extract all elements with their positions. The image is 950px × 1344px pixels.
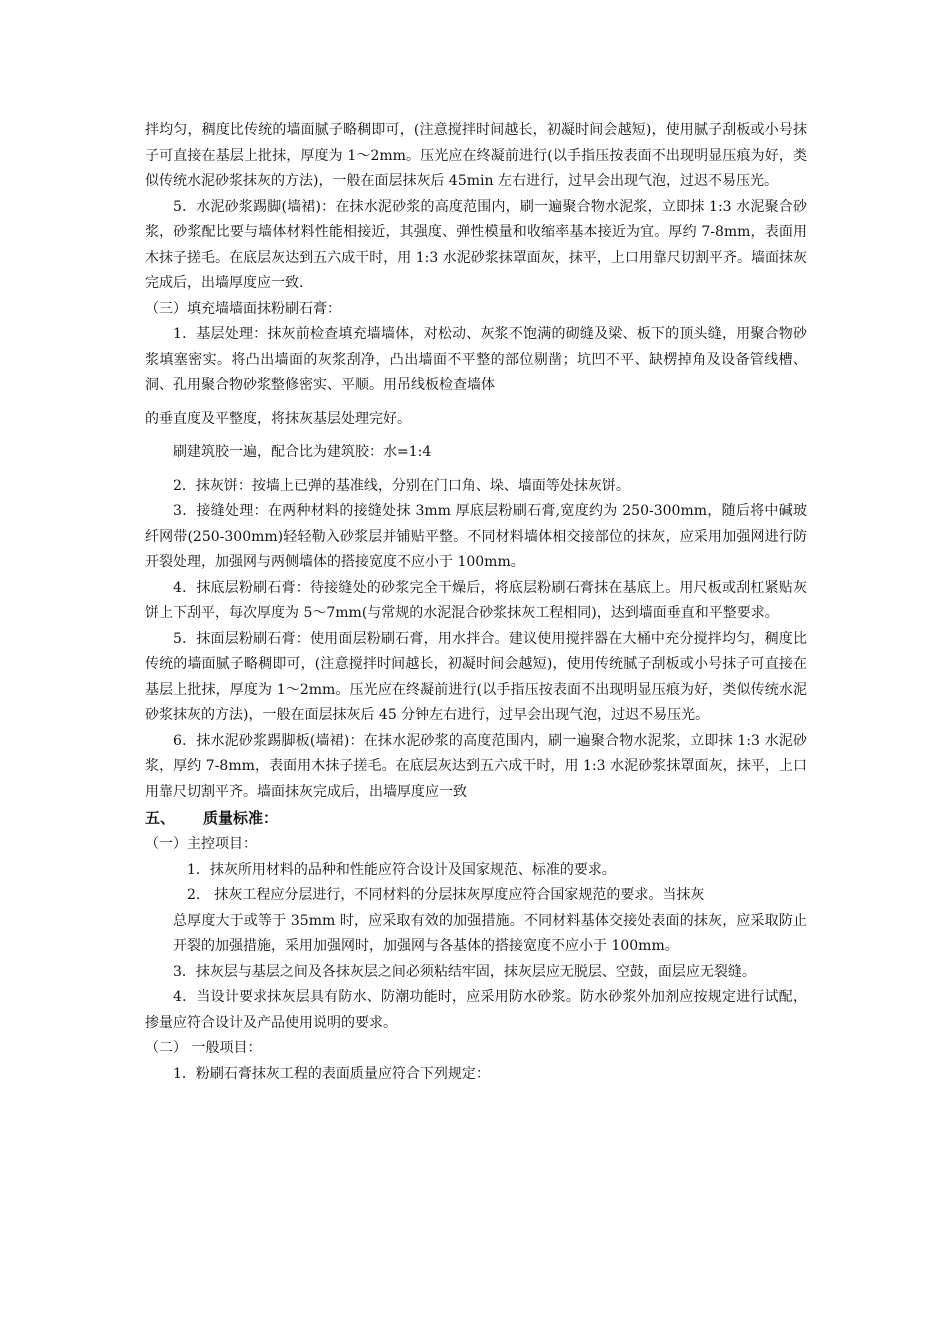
main-control-item-1: 1．抹灰所用材料的品种和性能应符合设计及国家规范、标准的要求。: [187, 861, 616, 878]
main-control-title: （一）主控项目：: [145, 836, 257, 852]
section-3-title: （三）填充墙墙面抹粉刷石膏：: [145, 300, 341, 317]
section-3-item-1: 1．基层处理：抹灰前检查填充墙墙体，对松动、灰浆不饱满的砌缝及梁、板下的顶头缝，用聚合物砂浆填塞密实。将凸出墙面的灰浆刮净，凸出墙面不平整的部位剔凿；坑凹不平、缺楞掉角及设备管线槽、洞、孔用聚合物砂浆整修密实、平顺。用吊线板检查墙体: [145, 326, 807, 393]
main-control-item-2-rest: 总厚度大于或等于 35mm 时，应采取有效的加强措施。不同材料基体交接处表面的抹灰，应采取防止开裂的加强措施，采用加强网时，加强网与各基体的搭接宽度不应小于 100mm。: [173, 912, 807, 954]
section-3-item-4: 4．抹底层粉刷石膏：待接缝处的砂浆完全干燥后，将底层粉刷石膏抹在基底上。用尺板或刮杠紧贴灰饼上下刮平，每次厚度为 5～7mm(与常规的水泥混合砂浆抹灰工程相同)，达到墙面垂直和平整要求。: [145, 579, 807, 621]
document-page: [145, 118, 807, 1087]
main-control-item-3: 3．抹灰层与基层之间及各抹灰层之间必须粘结牢固，抹灰层应无脱层、空鼓，面层应无裂缝。: [173, 963, 756, 980]
general-item-1: 1．粉刷石膏抹灰工程的表面质量应符合下列规定：: [173, 1065, 490, 1082]
main-control-item-2-lead: 2． 抹灰工程应分层进行，不同材料的分层抹灰厚度应符合国家规范的要求。当抹灰: [187, 887, 705, 903]
main-control-item-4: 4．当设计要求抹灰层具有防水、防潮功能时，应采用防水砂浆。防水砂浆外加剂应按规定进行试配，掺量应符合设计及产品使用说明的要求。: [145, 989, 807, 1031]
heading-number: 五、: [145, 809, 176, 827]
general-items-title: （二） 一般项目：: [145, 1040, 262, 1056]
heading-quality-standard: [145, 805, 807, 832]
paragraph-item-5: 5．水泥砂浆踢脚(墙裙)：在抹水泥砂浆的高度范围内，刷一遍聚合物水泥浆，立即抹 1:3 水泥聚合砂浆，砂浆配比要与墙体材料性能相接近，其强度、弹性模量和收缩率基本接近为宜。厚约 7-8mm，表面用木抹子搓毛。在底层灰达到五六成干时，用 1:3 水泥砂浆抹罩面灰，抹平，上口用靠尺切割平齐。墙面抹灰完成后，出墙厚度应一致.: [145, 198, 807, 291]
paragraph-continued: 拌均匀，稠度比传统的墙面腻子略稠即可，(注意搅拌时间越长，初凝时间会越短)，使用腻子刮板或小号抹子可直接在基层上批抹，厚度为 1～2mm。压光应在终凝前进行(以手指压按表面不出现明显压痕为好，类似传统水泥砂浆抹灰的方法)，一般在面层抹灰后 45min 左右进行，过早会出现气泡，过迟不易压光。: [145, 122, 807, 189]
section-3-item-6: 6．抹水泥砂浆踢脚板(墙裙)：在抹水泥砂浆的高度范围内，刷一遍聚合物水泥浆，立即抹 1:3 水泥砂浆，厚约 7-8mm，表面用木抹子搓毛。在底层灰达到五六成干时，用 1:3 水泥砂浆抹罩面灰，抹平，上口用靠尺切割平齐。墙面抹灰完成后，出墙厚度应一致: [145, 732, 807, 800]
heading-title: 质量标准：: [203, 809, 279, 827]
section-3-item-1-glue: 刷建筑胶一遍，配合比为建筑胶：水=1:4: [173, 444, 432, 460]
section-3-item-3: 3．接缝处理：在两种材料的接缝处抹 3mm 厚底层粉刷石膏,宽度约为 250-300mm，随后将中碱玻纤网带(250-300mm)轻轻勒入砂浆层并铺贴平整。不同材料墙体相交接部位的抹灰，应采用加强网进行防开裂处理，加强网与两侧墙体的搭接宽度不应小于 100mm。: [145, 503, 807, 570]
section-3-item-5: 5．抹面层粉刷石膏：使用面层粉刷石膏，用水拌合。建议使用搅拌器在大桶中充分搅拌均匀，稠度比传统的墙面腻子略稠即可，(注意搅拌时间越长，初凝时间会越短)，使用传统腻子刮板或小号抹子可直接在基层上批抹，厚度为 1～2mm。压光应在终凝前进行(以手指压按表面不出现明显压痕为好，类似传统水泥砂浆抹灰的方法)，一般在面层抹灰后 45 分钟左右进行，过早会出现气泡，过迟不易压光。: [145, 630, 807, 723]
section-3-item-1-cont: 的垂直度及平整度，将抹灰基层处理完好。: [145, 410, 411, 427]
section-3-item-2: 2．抹灰饼：按墙上已弹的基准线，分别在门口角、垛、墙面等处抹灰饼。: [173, 477, 630, 494]
